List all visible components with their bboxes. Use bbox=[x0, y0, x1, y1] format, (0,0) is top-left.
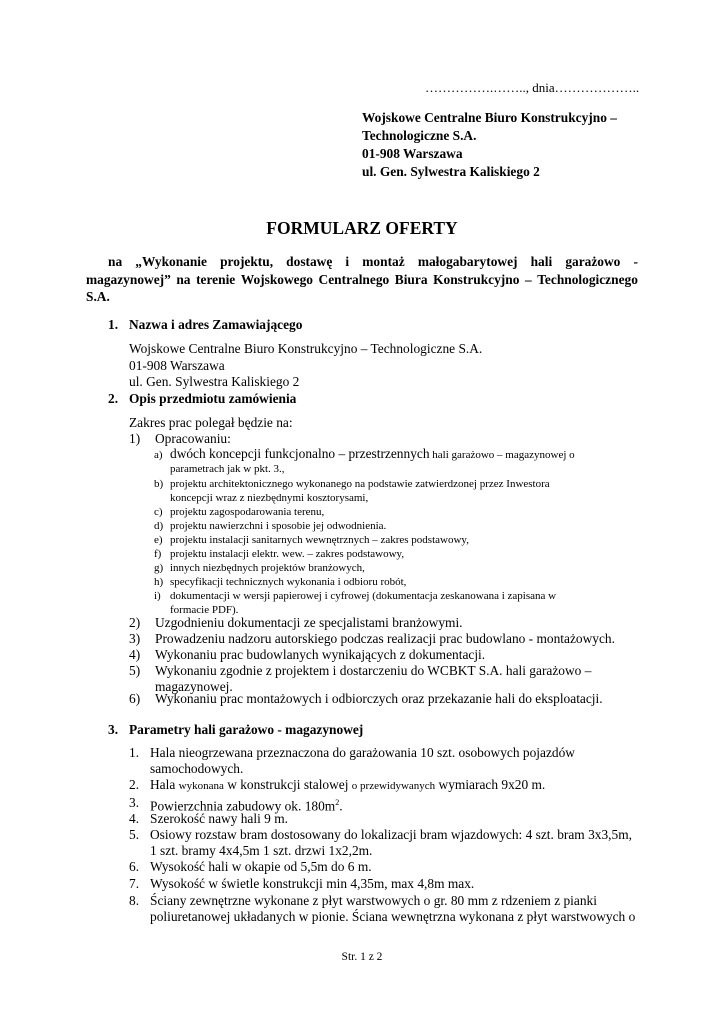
subject-word: projektu, bbox=[220, 254, 274, 269]
subject-word: małogabarytowej bbox=[417, 254, 518, 269]
sub-list-item bbox=[154, 575, 406, 589]
parameter-text: Wysokość w świetle konstrukcji min 4,35m, max 4,8m max. bbox=[150, 876, 475, 891]
subject-word: na bbox=[176, 271, 191, 287]
sub-list-item bbox=[154, 519, 386, 533]
subject-word: terenie bbox=[196, 271, 236, 287]
parameter-text: poliuretanowej układanych w pionie. Ściana wewnętrzna wykonana z płyt warstwowych o bbox=[150, 909, 636, 924]
address-line: Wojskowe Centralne Biuro Konstrukcyjno – Technologiczne S.A. bbox=[129, 341, 483, 356]
parameter-text: Hala bbox=[150, 777, 179, 792]
sub-list-letter: h) bbox=[154, 576, 164, 588]
parameter-item bbox=[129, 811, 288, 827]
parameter-text: wymiarach 9x20 m. bbox=[435, 777, 546, 792]
sub-list-item bbox=[154, 446, 575, 463]
list-item bbox=[129, 647, 485, 663]
sub-list-letter: i) bbox=[154, 590, 161, 602]
parameter-text: 1 szt. bramy 4x4,5m 1 szt. drzwi 1x2,2m. bbox=[150, 843, 373, 858]
sub-list-text: parametrach jak w pkt. 3., bbox=[170, 463, 285, 475]
parameter-text: Ściany zewnętrzne wykonane z płyt warstwowych o gr. 80 mm z rdzeniem z pianki bbox=[150, 893, 597, 908]
list-item-text: Wykonaniu prac budowlanych wynikających z dokumentacji. bbox=[155, 647, 486, 662]
sub-list-letter: f) bbox=[154, 548, 162, 560]
parameter-item bbox=[129, 859, 372, 875]
section-number: 3. bbox=[108, 722, 119, 737]
list-item bbox=[129, 631, 615, 647]
offer-subject-line bbox=[86, 271, 638, 289]
sub-list-letter: b) bbox=[154, 478, 164, 490]
section-2-heading bbox=[108, 391, 296, 407]
parameter-text: w konstrukcji stalowej bbox=[223, 777, 352, 792]
date-line: …………….…….., dnia……………….. bbox=[425, 80, 640, 95]
list-number: 6) bbox=[129, 691, 141, 706]
offer-subject-line bbox=[86, 253, 638, 271]
list-item-text: Opracowaniu: bbox=[155, 431, 231, 446]
sub-list-text: formacie PDF). bbox=[170, 604, 239, 616]
sub-list-text: projektu instalacji sanitarnych wewnętrznych – zakres podstawowy, bbox=[170, 534, 469, 546]
sub-list-item bbox=[154, 561, 365, 575]
parameter-text: samochodowych. bbox=[150, 761, 244, 776]
sub-list-letter: g) bbox=[154, 562, 164, 574]
addressee-line: 01-908 Warszawa bbox=[362, 146, 463, 161]
list-item-text: Prowadzeniu nadzoru autorskiego podczas realizacji prac budowlano - montażowych. bbox=[155, 631, 615, 646]
sub-list-text: dwóch koncepcji funkcjonalno – przestrzennych bbox=[170, 446, 430, 461]
subject-word: – bbox=[524, 271, 532, 287]
addressee-block bbox=[362, 109, 642, 181]
addressee-line: Technologiczne S.A. bbox=[362, 128, 477, 143]
list-number: 8. bbox=[129, 893, 140, 908]
parameter-text: Powierzchnia zabudowy ok. 180m bbox=[150, 798, 336, 814]
list-item bbox=[129, 691, 603, 707]
list-item-text: magazynowej. bbox=[155, 679, 233, 694]
sub-list-text: projektu zagospodarowania terenu, bbox=[170, 506, 325, 518]
list-item-text: Wykonaniu zgodnie z projektem i dostarczeniu do WCBKT S.A. hali garażowo – bbox=[155, 663, 592, 678]
subject-word: i bbox=[345, 254, 350, 269]
subject-word: Konstrukcyjno bbox=[433, 271, 520, 287]
list-item bbox=[129, 431, 231, 447]
sub-list-text: innych niezbędnych projektów branżowych, bbox=[170, 562, 365, 574]
subject-word: Biura bbox=[394, 271, 428, 287]
subject-word: garażowo bbox=[565, 254, 621, 269]
sub-list-item bbox=[154, 533, 469, 547]
section-1-body bbox=[129, 341, 482, 391]
subject-word: Centralnego bbox=[318, 271, 390, 287]
list-number: 4) bbox=[129, 647, 141, 662]
sub-list-text: projektu nawierzchni i sposobie jej odwodnienia. bbox=[170, 520, 387, 532]
list-number: 6. bbox=[129, 859, 140, 874]
superscript: 2 bbox=[335, 798, 340, 807]
list-number: 7. bbox=[129, 876, 140, 891]
section-number: 1. bbox=[108, 317, 119, 332]
section-number: 2. bbox=[108, 391, 119, 406]
subject-word: Technologicznego bbox=[537, 271, 638, 287]
sub-list-continuation bbox=[170, 462, 285, 476]
list-number: 4. bbox=[129, 811, 140, 826]
section-1-heading bbox=[108, 317, 302, 333]
parameter-item bbox=[129, 876, 474, 892]
list-number: 5) bbox=[129, 663, 141, 678]
offer-subject bbox=[86, 253, 638, 306]
subject-word: montaż bbox=[362, 254, 405, 269]
section-3-heading bbox=[108, 722, 363, 738]
page-title: FORMULARZ OFERTY bbox=[266, 218, 458, 238]
subject-word: „Wykonanie bbox=[135, 254, 207, 269]
sub-list-text: projektu instalacji elektr. wew. – zakres podstawowy, bbox=[170, 548, 405, 560]
sub-list-text: projektu architektonicznego wykonanego na podstawie zatwierdzonej przez Inwestora bbox=[170, 478, 550, 490]
address-line: ul. Gen. Sylwestra Kaliskiego 2 bbox=[129, 374, 300, 389]
list-number: 3) bbox=[129, 631, 141, 646]
parameter-text: Szerokość nawy hali 9 m. bbox=[150, 811, 288, 826]
list-number: 5. bbox=[129, 827, 140, 842]
parameter-text: o przewidywanych bbox=[351, 780, 436, 792]
list-number: 2) bbox=[129, 615, 141, 630]
subject-word: dostawę bbox=[286, 254, 333, 269]
parameter-item bbox=[129, 745, 575, 777]
sub-list-item bbox=[154, 589, 556, 617]
addressee-line: Wojskowe Centralne Biuro Konstrukcyjno – bbox=[362, 110, 617, 125]
sub-list-text: specyfikacji technicznych wykonania i odbioru robót, bbox=[170, 576, 407, 588]
subject-word: na bbox=[108, 254, 123, 269]
offer-subject-line: S.A. bbox=[86, 289, 110, 304]
section-title: Opis przedmiotu zamówienia bbox=[129, 391, 297, 406]
list-item-text: Wykonaniu prac montażowych i odbiorczych oraz przekazanie hali do eksploatacji. bbox=[155, 691, 603, 706]
subject-word: magazynowej” bbox=[86, 271, 171, 287]
sub-list-letter: e) bbox=[154, 534, 163, 546]
sub-list-letter: a) bbox=[154, 449, 163, 461]
section-2-lead: Zakres prac polegał będzie na: bbox=[129, 415, 293, 430]
parameter-text: Wysokość hali w okapie od 5,5m do 6 m. bbox=[150, 859, 372, 874]
address-line: 01-908 Warszawa bbox=[129, 357, 225, 373]
page-number: Str. 1 z 2 bbox=[341, 951, 383, 963]
list-item bbox=[129, 615, 463, 631]
parameter-text: Osiowy rozstaw bram dostosowany do lokalizacji bram wjazdowych: 4 szt. bram 3x3,5m, bbox=[150, 827, 632, 842]
parameter-item bbox=[129, 893, 635, 925]
list-number: 2. bbox=[129, 777, 140, 792]
section-title: Parametry hali garażowo - magazynowej bbox=[129, 722, 364, 737]
list-number: 1) bbox=[129, 431, 141, 446]
section-title: Nazwa i adres Zamawiającego bbox=[129, 317, 303, 332]
parameter-text: . bbox=[339, 798, 343, 814]
list-number: 3. bbox=[129, 795, 140, 810]
sub-list-letter: d) bbox=[154, 520, 164, 532]
sub-list-text: dokumentacji w wersji papierowej i cyfrowej (dokumentacja zeskanowana i zapisana w bbox=[170, 590, 557, 602]
list-number: 1. bbox=[129, 745, 140, 760]
subject-word: Wojskowego bbox=[240, 271, 313, 287]
list-item-text: Uzgodnieniu dokumentacji ze specjalistami branżowymi. bbox=[155, 615, 463, 630]
subject-word: - bbox=[633, 254, 638, 269]
sub-list-letter: c) bbox=[154, 506, 163, 518]
parameter-text: wykonana bbox=[178, 780, 224, 792]
parameter-item bbox=[129, 777, 545, 794]
parameter-item bbox=[129, 827, 632, 859]
sub-list-item bbox=[154, 505, 324, 519]
sub-list-item bbox=[154, 477, 550, 505]
parameter-text: Hala nieogrzewana przeznaczona do garażowania 10 szt. osobowych pojazdów bbox=[150, 745, 575, 760]
subject-word: hali bbox=[530, 254, 553, 269]
addressee-line: ul. Gen. Sylwestra Kaliskiego 2 bbox=[362, 164, 540, 179]
sub-list-text: koncepcji wraz z niezbędnymi kosztorysami, bbox=[170, 492, 369, 504]
sub-list-item bbox=[154, 547, 404, 561]
sub-list-text: hali garażowo – magazynowej o bbox=[429, 449, 575, 461]
